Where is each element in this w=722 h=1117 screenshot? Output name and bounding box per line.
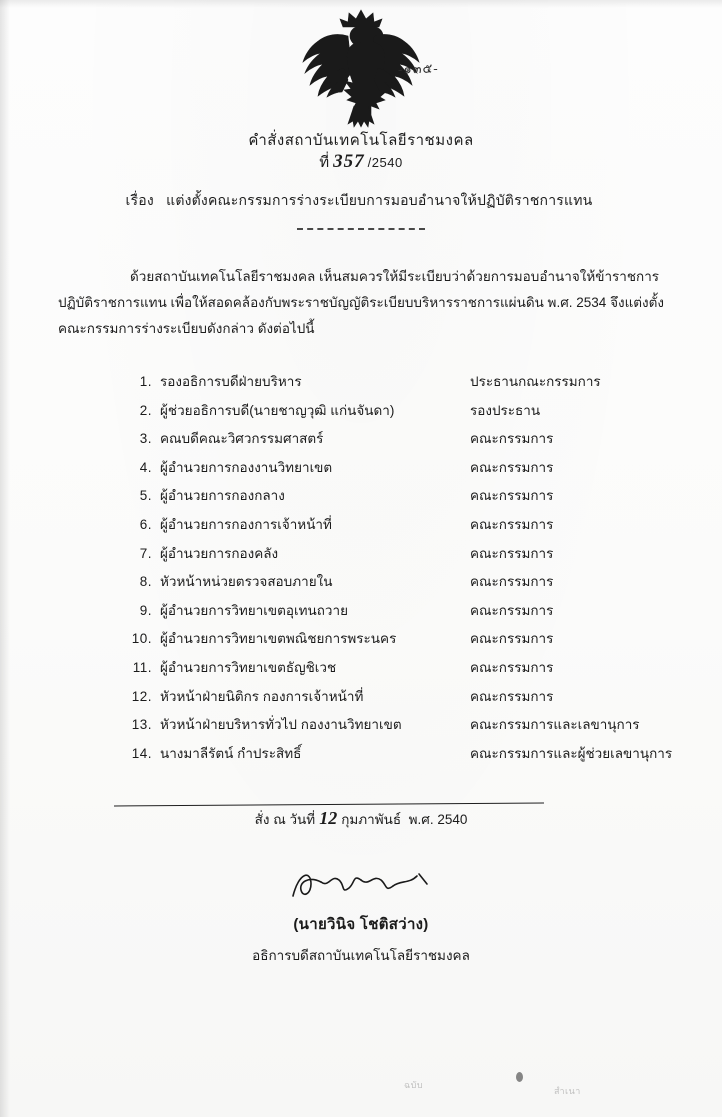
item-number: 13. (131, 717, 152, 733)
subject-label: เรื่อง (125, 192, 154, 208)
item-name: ผู้อำนวยการวิทยาเขตพณิชยการพระนคร (160, 631, 397, 647)
item-name: ผู้อำนวยการกองการเจ้าหน้าที่ (160, 516, 332, 532)
item-role: คณะกรรมการ (470, 574, 554, 590)
item-role: คณะกรรมการ (470, 459, 554, 475)
item-number: 9. (139, 602, 152, 618)
item-name: ผู้อำนวยการวิทยาเขตอุเทนถวาย (160, 602, 348, 618)
committee-list (118, 370, 678, 770)
item-role: คณะกรรมการ (470, 488, 554, 504)
list-item (118, 542, 678, 571)
item-name: หัวหน้าหน่วยตรวจสอบภายใน (160, 574, 333, 590)
dateline-year: พ.ศ. 2540 (408, 812, 468, 827)
item-number: 2. (139, 402, 152, 418)
item-number: 11. (132, 659, 152, 675)
item-name: ผู้อำนวยการกองกลาง (160, 488, 285, 504)
list-item (118, 599, 678, 628)
order-number-line (0, 150, 722, 174)
signature-block (0, 862, 722, 966)
item-role: รองประธาน (470, 402, 541, 418)
pen-underline-mark (114, 802, 544, 806)
item-name: ผู้ช่วยอธิการบดี(นายชาญวุฒิ แก่นจันดา) (160, 402, 395, 418)
item-name: หัวหน้าฝ่ายนิติกร กองการเจ้าหน้าที่ (160, 688, 364, 704)
order-number-value: 357 (333, 151, 365, 172)
dateline-month: กุมภาพันธ์ (341, 812, 402, 827)
item-role: คณะกรรมการและผู้ช่วยเลขานุการ (470, 745, 673, 761)
dateline-day: 12 (319, 808, 338, 828)
item-number: 1. (139, 374, 152, 389)
dateline-prefix: สั่ง ณ วันที่ (254, 812, 316, 827)
item-role: คณะกรรมการ (470, 545, 554, 561)
list-item (118, 742, 678, 771)
list-item (118, 370, 678, 399)
item-role: คณะกรรมการ (470, 431, 554, 447)
subject-line (0, 190, 722, 212)
item-name: นางมาลีรัตน์ กำประสิทธิ์ (160, 745, 302, 761)
signer-name: (นายวินิจ โชติสว่าง) (293, 916, 429, 933)
item-number: 14. (131, 745, 152, 761)
item-number: 10. (131, 631, 152, 647)
item-role: คณะกรรมการ (470, 688, 554, 704)
body-line-1 (58, 264, 674, 290)
item-number: 12. (131, 688, 152, 704)
ink-blot (516, 1072, 523, 1082)
list-item (118, 513, 678, 542)
divider-rule (297, 228, 425, 230)
item-number: 4. (139, 459, 152, 475)
item-role: คณะกรรมการ (470, 602, 554, 618)
item-number: 6. (139, 516, 152, 532)
item-number: 5. (139, 488, 152, 504)
item-role: คณะกรรมการ (470, 631, 554, 647)
item-name: ผู้อำนวยการกองคลัง (160, 545, 279, 561)
order-number-year: /2540 (367, 155, 403, 170)
scan-artifact-right: สำเนา (554, 1086, 581, 1096)
list-item (118, 399, 678, 428)
dateline (0, 808, 722, 830)
item-number: 7. (139, 545, 152, 561)
list-item (118, 456, 678, 485)
list-item (118, 484, 678, 513)
item-name: ผู้อำนวยการกองงานวิทยาเขต (160, 459, 333, 475)
item-role: คณะกรรมการ (470, 659, 554, 675)
item-role: ประธานกณะกรรมการ (470, 374, 601, 389)
body-line-1-text: ด้วยสถาบันเทคโนโลยีราชมงคล เห็นสมควรให้มีระเบียบว่าด้วยการมอบอำนาจให้ข้าราชการ (130, 269, 660, 284)
item-name: รองอธิการบดีฝ่ายบริหาร (160, 374, 302, 389)
item-name: คณบดีคณะวิศวกรรมศาสตร์ (160, 431, 324, 447)
body-line-2: ปฏิบัติราชการแทน เพื่อให้สอดคล้องกับพระราชบัญญัติระเบียบบริหารราชการแผ่นดิน พ.ศ. 2534 จึงแต่งตั้ง (58, 295, 664, 310)
handwritten-signature (281, 862, 441, 910)
item-number: 3. (139, 431, 152, 447)
item-role: คณะกรรมการและเลขานุการ (470, 717, 640, 733)
document-title: คำสั่งสถาบันเทคโนโลยีราชมงคล (248, 132, 474, 149)
subject-text: แต่งตั้งคณะกรรมการร่างระเบียบการมอบอำนาจให้ปฏิบัติราชการแทน (166, 192, 593, 208)
body-line-3: คณะกรรมการร่างระเบียบดังกล่าว ดังต่อไปนี้ (58, 321, 315, 336)
list-item (118, 627, 678, 656)
order-number-label: ที่ (319, 154, 331, 171)
list-item (118, 713, 678, 742)
list-item (118, 427, 678, 456)
body-paragraph (58, 264, 674, 342)
item-number: 8. (139, 574, 152, 590)
list-item (118, 570, 678, 599)
item-name: ผู้อำนวยการวิทยาเขตธัญชิเวช (160, 659, 337, 675)
page-number-handwritten: -๑๓๕- (397, 60, 439, 77)
list-item (118, 685, 678, 714)
scan-artifact-left: ฉบับ (404, 1080, 424, 1090)
list-item (118, 656, 678, 685)
item-role: คณะกรรมการ (470, 516, 554, 532)
item-name: หัวหน้าฝ่ายบริหารทั่วไป กองงานวิทยาเขต (160, 717, 402, 733)
signer-position: อธิการบดีสถาบันเทคโนโลยีราชมงคล (252, 948, 470, 963)
